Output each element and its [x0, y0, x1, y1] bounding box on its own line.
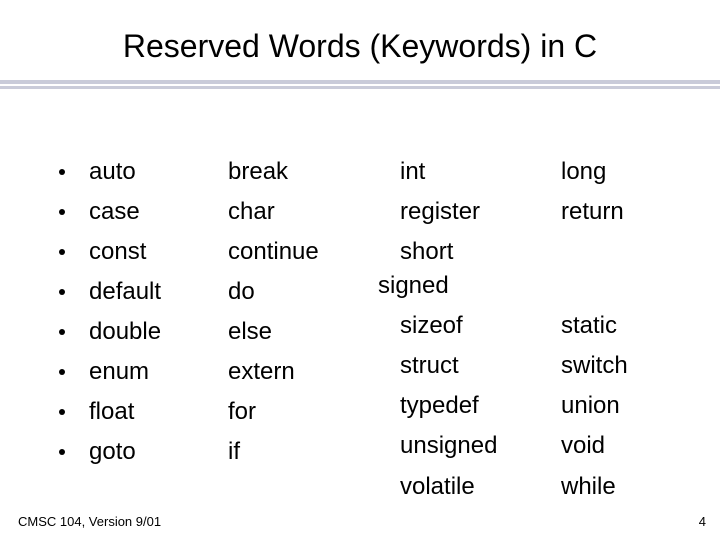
keyword-item: const	[89, 238, 147, 265]
bullet-dot	[59, 289, 65, 295]
title-divider	[0, 80, 720, 89]
keyword-item: return	[561, 198, 624, 225]
keyword-item: case	[89, 198, 140, 225]
keyword-item: short	[400, 238, 454, 265]
keyword-item: if	[228, 438, 240, 465]
page-number: 4	[698, 514, 706, 529]
keyword-item: unsigned	[400, 432, 498, 459]
keyword-item: auto	[89, 158, 136, 185]
divider-band	[0, 80, 720, 84]
keyword-item: typedef	[400, 392, 479, 419]
bullet-dot	[59, 169, 65, 175]
keyword-item: volatile	[400, 473, 475, 500]
keyword-item: struct	[400, 352, 459, 379]
keyword-item: for	[228, 398, 257, 425]
footer-text: CMSC 104, Version 9/01	[18, 514, 162, 529]
divider-line	[0, 86, 720, 89]
keyword-item: while	[561, 473, 616, 500]
keyword-item: void	[561, 432, 606, 459]
keyword-item: continue	[228, 238, 319, 265]
slide-title: Reserved Words (Keywords) in C	[122, 28, 598, 64]
keyword-item: long	[561, 158, 607, 185]
keyword-item: else	[228, 318, 273, 345]
bullet-dot	[59, 409, 65, 415]
bullet-dot	[59, 249, 65, 255]
keyword-item: int	[400, 158, 426, 185]
keyword-item: signed	[378, 272, 449, 299]
bullet-dot	[59, 209, 65, 215]
keyword-item: switch	[561, 352, 628, 379]
keyword-item: goto	[89, 438, 136, 465]
keyword-item: break	[228, 158, 289, 185]
bullet-dot	[59, 449, 65, 455]
keyword-item: char	[228, 198, 275, 225]
bullet-dot	[59, 329, 65, 335]
keyword-item: extern	[228, 358, 295, 385]
keyword-item: default	[89, 278, 162, 305]
keyword-item: do	[228, 278, 255, 305]
bullet-dot	[59, 369, 65, 375]
keyword-item: enum	[89, 358, 150, 385]
keyword-item: static	[561, 312, 618, 339]
keyword-item: double	[89, 318, 162, 345]
keyword-item: float	[89, 398, 135, 425]
keyword-item: sizeof	[400, 312, 463, 339]
keyword-item: register	[400, 198, 481, 225]
keyword-item: union	[561, 392, 620, 419]
